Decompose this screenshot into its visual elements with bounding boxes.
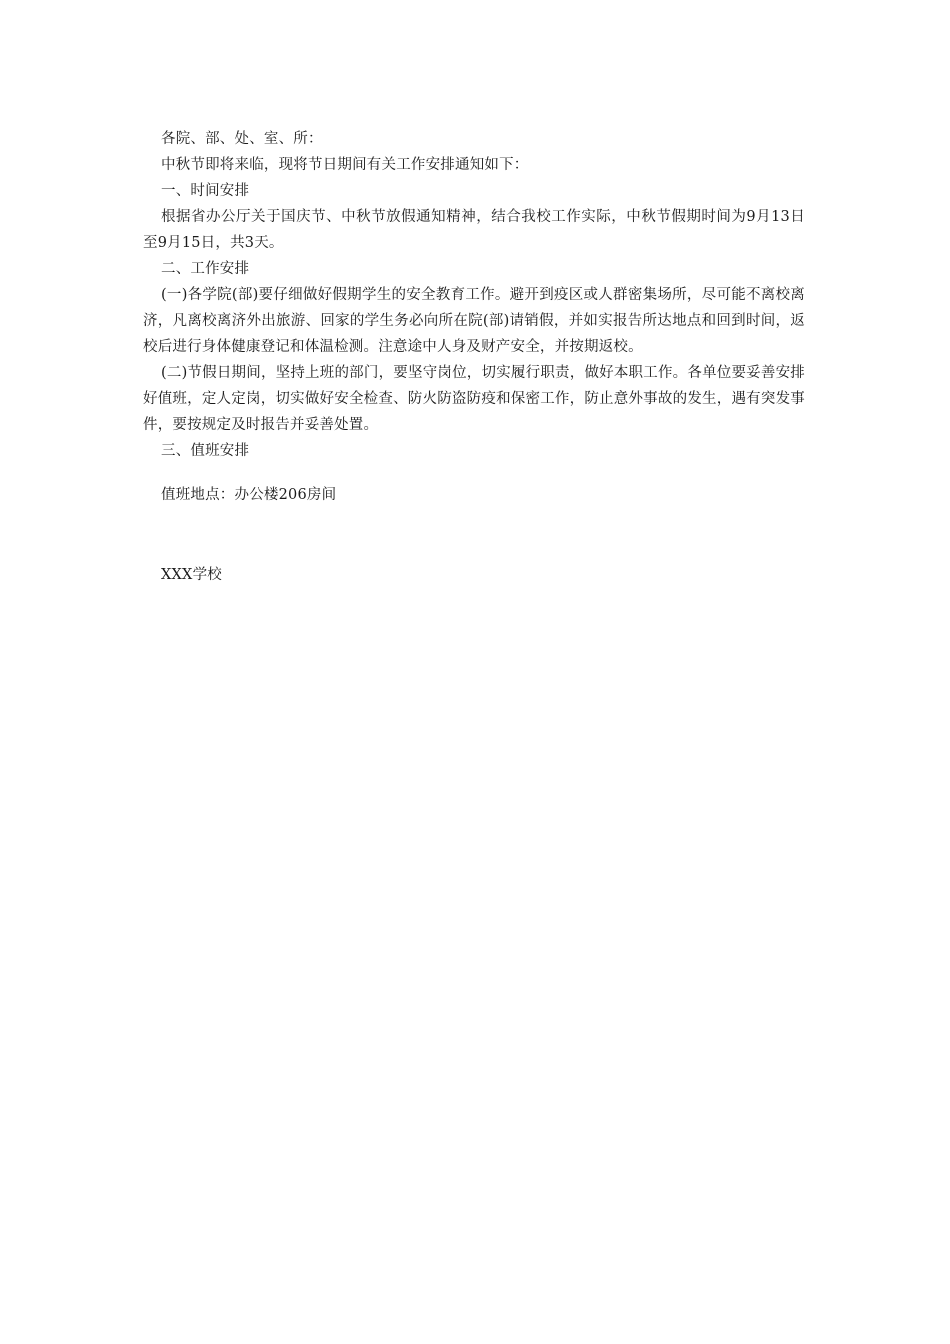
duty-location: 值班地点：办公楼206房间	[161, 487, 337, 503]
spacer	[143, 508, 805, 562]
section-heading-work: 二、工作安排	[161, 261, 250, 277]
section-heading-duty: 三、值班安排	[161, 443, 250, 459]
spacer	[143, 464, 805, 482]
work-item-1: (一)各学院(部)要仔细做好假期学生的安全教育工作。避开到疫区或人群密集场所，尽可能不离校离济，凡离校离济外出旅游、回家的学生务必向所在院(部)请销假，并如实报告所达地点和回到时间，返校后进行身体健康登记和体温检测。注意途中人身及财产安全，并按期返校。	[143, 287, 805, 355]
section-body-time: 根据省办公厅关于国庆节、中秋节放假通知精神，结合我校工作实际，中秋节假期时间为9月13日至9月15日，共3天。	[143, 209, 805, 251]
salutation: 各院、部、处、室、所：	[161, 131, 323, 147]
intro-paragraph: 中秋节即将来临，现将节日期间有关工作安排通知如下：	[161, 157, 529, 173]
notice-body	[143, 126, 805, 588]
work-item-2: (二)节假日期间，坚持上班的部门，要坚守岗位，切实履行职责，做好本职工作。各单位要妥善安排好值班，定人定岗，切实做好安全检查、防火防盗防疫和保密工作，防止意外事故的发生，遇有突发事件，要按规定及时报告并妥善处置。	[143, 365, 805, 433]
section-heading-time: 一、时间安排	[161, 183, 250, 199]
signature: XXX学校	[161, 567, 222, 583]
